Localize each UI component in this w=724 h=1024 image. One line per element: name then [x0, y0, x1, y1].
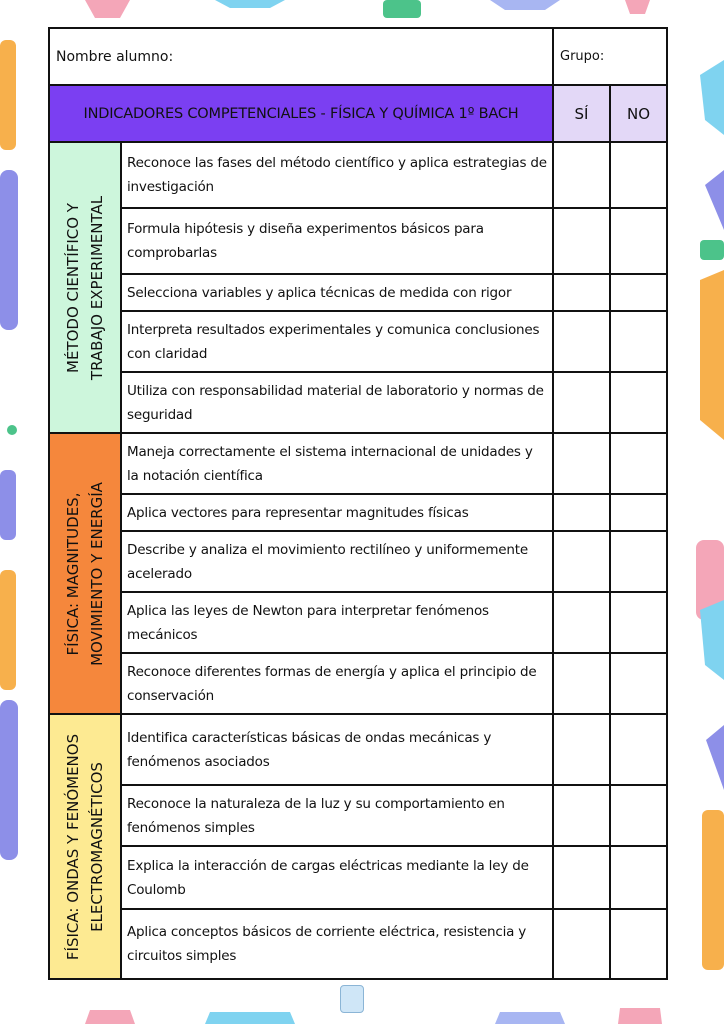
indicators-table — [48, 27, 668, 980]
indicator-text: Formula hipótesis y diseña experimentos básicos para comprobarlas — [121, 208, 553, 274]
indicator-row — [49, 274, 667, 311]
indicator-row — [49, 494, 667, 531]
yes-checkbox-cell[interactable] — [553, 372, 610, 433]
no-checkbox-cell[interactable] — [610, 653, 667, 714]
yes-header: SÍ — [553, 85, 610, 142]
no-header: NO — [610, 85, 667, 142]
indicator-text: Explica la interacción de cargas eléctricas mediante la ley de Coulomb — [121, 846, 553, 909]
indicator-row — [49, 531, 667, 592]
yes-checkbox-cell[interactable] — [553, 311, 610, 372]
yes-checkbox-cell[interactable] — [553, 208, 610, 274]
no-checkbox-cell[interactable] — [610, 494, 667, 531]
evaluation-sheet — [48, 27, 666, 982]
yes-checkbox-cell[interactable] — [553, 274, 610, 311]
indicator-row — [49, 653, 667, 714]
indicator-text: Utiliza con responsabilidad material de laboratorio y normas de seguridad — [121, 372, 553, 433]
indicator-text: Reconoce diferentes formas de energía y aplica el principio de conservación — [121, 653, 553, 714]
yes-checkbox-cell[interactable] — [553, 592, 610, 653]
indicator-text: Interpreta resultados experimentales y comunica conclusiones con claridad — [121, 311, 553, 372]
block-label-cell — [49, 433, 121, 714]
yes-checkbox-cell[interactable] — [553, 846, 610, 909]
block-label-cell — [49, 142, 121, 433]
no-checkbox-cell[interactable] — [610, 785, 667, 846]
no-checkbox-cell[interactable] — [610, 714, 667, 785]
no-checkbox-cell[interactable] — [610, 208, 667, 274]
block-label: FÍSICA: MAGNITUDES, MOVIMIENTO Y ENERGÍA — [64, 481, 106, 666]
student-name-label: Nombre alumno: — [56, 48, 174, 65]
no-checkbox-cell[interactable] — [610, 592, 667, 653]
no-checkbox-cell[interactable] — [610, 846, 667, 909]
yes-checkbox-cell[interactable] — [553, 142, 610, 208]
student-row — [49, 28, 667, 85]
indicator-text: Selecciona variables y aplica técnicas de medida con rigor — [121, 274, 553, 311]
no-checkbox-cell[interactable] — [610, 372, 667, 433]
indicator-text: Aplica conceptos básicos de corriente eléctrica, resistencia y circuitos simples — [121, 909, 553, 979]
no-checkbox-cell[interactable] — [610, 433, 667, 494]
block-label-cell — [49, 714, 121, 979]
yes-checkbox-cell[interactable] — [553, 494, 610, 531]
indicator-text: Reconoce la naturaleza de la luz y su comportamiento en fenómenos simples — [121, 785, 553, 846]
indicator-row — [49, 592, 667, 653]
yes-checkbox-cell[interactable] — [553, 714, 610, 785]
indicator-row — [49, 909, 667, 979]
indicator-row — [49, 142, 667, 208]
student-name-field[interactable] — [49, 28, 553, 85]
no-checkbox-cell[interactable] — [610, 531, 667, 592]
block-label: MÉTODO CIENTÍFICO Y TRABAJO EXPERIMENTAL — [64, 195, 106, 380]
yes-checkbox-cell[interactable] — [553, 785, 610, 846]
no-checkbox-cell[interactable] — [610, 142, 667, 208]
indicator-row — [49, 311, 667, 372]
footer-logo — [340, 985, 364, 1013]
yes-checkbox-cell[interactable] — [553, 653, 610, 714]
indicator-text: Maneja correctamente el sistema internacional de unidades y la notación científica — [121, 433, 553, 494]
indicator-text: Identifica características básicas de ondas mecánicas y fenómenos asociados — [121, 714, 553, 785]
group-label: Grupo: — [560, 49, 605, 64]
indicator-text: Aplica vectores para representar magnitudes físicas — [121, 494, 553, 531]
group-field[interactable] — [553, 28, 667, 85]
no-checkbox-cell[interactable] — [610, 909, 667, 979]
block-label: FÍSICA: ONDAS Y FENÓMENOS ELECTROMAGNÉTICOS — [64, 733, 106, 960]
indicator-row — [49, 208, 667, 274]
indicator-row — [49, 714, 667, 785]
title-row — [49, 85, 667, 142]
indicator-row — [49, 785, 667, 846]
indicator-text: Describe y analiza el movimiento rectilíneo y uniformemente acelerado — [121, 531, 553, 592]
no-checkbox-cell[interactable] — [610, 274, 667, 311]
indicator-row — [49, 372, 667, 433]
indicator-text: Aplica las leyes de Newton para interpretar fenómenos mecánicos — [121, 592, 553, 653]
indicator-row — [49, 433, 667, 494]
yes-checkbox-cell[interactable] — [553, 909, 610, 979]
no-checkbox-cell[interactable] — [610, 311, 667, 372]
table-title: INDICADORES COMPETENCIALES - FÍSICA Y QUÍMICA 1º BACH — [49, 85, 553, 142]
indicator-row — [49, 846, 667, 909]
indicator-text: Reconoce las fases del método científico y aplica estrategias de investigación — [121, 142, 553, 208]
yes-checkbox-cell[interactable] — [553, 433, 610, 494]
yes-checkbox-cell[interactable] — [553, 531, 610, 592]
